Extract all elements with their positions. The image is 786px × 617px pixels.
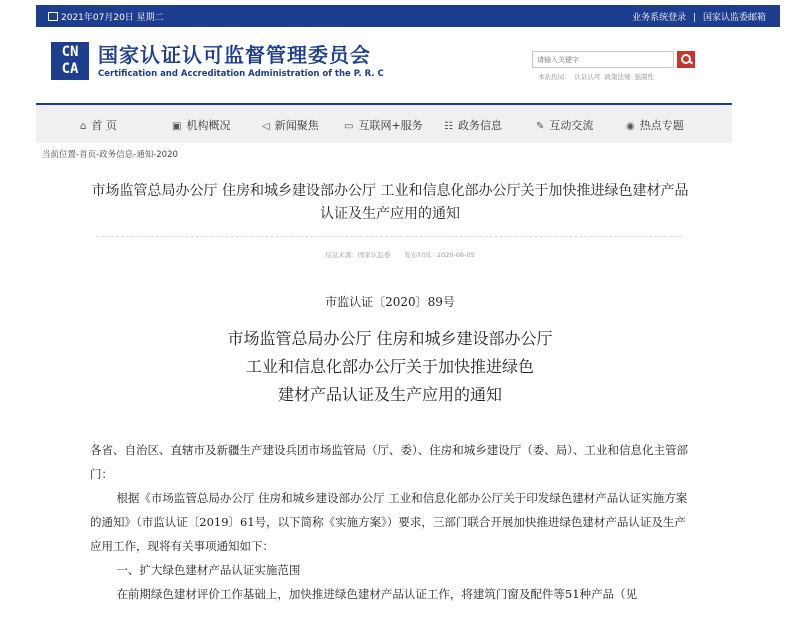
- org-icon: ▣: [172, 121, 182, 132]
- top-link-separator: |: [693, 13, 697, 23]
- site-name-cn: 国家认证认可监督管理委员会: [98, 43, 371, 67]
- title-divider: [96, 236, 682, 237]
- home-icon: ⌂: [80, 121, 87, 132]
- date-text: 2021年07月20日 星期二: [61, 13, 164, 23]
- article-title: 市场监管总局办公厅 住房和城乡建设部办公厅 工业和信息化部办公厅关于加快推进绿色建材产品认证及生产应用的通知: [91, 183, 689, 222]
- hot-words-label: 本站热词：: [538, 73, 571, 81]
- section-heading: 一、扩大绿色建材产品认证实施范围: [116, 563, 301, 577]
- body-paragraph: 在前期绿色建材评价工作基础上，加快推进绿色建材产品认证工作，将建筑门窗及配件等51种产品（见: [116, 587, 638, 601]
- hot-word-link[interactable]: 认证认可: [574, 73, 601, 81]
- info-icon: ☷: [444, 121, 453, 132]
- business-login-link[interactable]: 业务系统登录: [632, 13, 687, 23]
- article-meta: [300, 250, 500, 259]
- nav-item-government-info[interactable]: [444, 117, 502, 133]
- document-title-line: 工业和信息化部办公厅关于加快推进绿色: [245, 357, 534, 376]
- site-header: [36, 27, 780, 103]
- hot-words: [538, 72, 658, 81]
- addressee-paragraph: 各省、自治区、直辖市及新疆生产建设兵团市场监管局（厅、委）、住房和城乡建设厅（委、局）、工业和信息化主管部门：: [90, 443, 688, 481]
- body-paragraph: 根据《市场监管总局办公厅 住房和城乡建设部办公厅 工业和信息化部办公厅关于印发绿色建材产品认证实施方案的通知》（市监认证〔2019〕61号，以下简称《实施方案》）要求，三部门联合开展加快推进绿色建材产品认证及生产应用工作，现将有关事项通知如下：: [90, 491, 688, 553]
- cnca-logo[interactable]: [51, 42, 89, 80]
- mail-link[interactable]: 国家认监委邮箱: [702, 13, 766, 23]
- article-date: 发布时间：2020-08-05: [404, 251, 475, 259]
- document-title-line: 市场监管总局办公厅 住房和城乡建设部办公厅: [227, 329, 553, 348]
- nav-item-news[interactable]: [262, 117, 319, 133]
- site-name-en: Certification and Accreditation Administration of the P. R. C: [98, 69, 384, 79]
- document-number: 市监认证〔2020〕89号: [325, 295, 455, 309]
- main-nav: [36, 103, 732, 143]
- article-body: [90, 438, 690, 606]
- calendar-icon: [48, 12, 58, 21]
- hot-word-link[interactable]: 强制性: [634, 73, 654, 81]
- logo-text-bottom: CA: [61, 61, 79, 77]
- nav-item-organization[interactable]: [172, 117, 230, 133]
- search-icon-handle: [688, 60, 693, 65]
- nav-item-home[interactable]: [80, 117, 117, 133]
- nav-item-label: 首 页: [91, 119, 117, 132]
- nav-item-label: 政务信息: [457, 119, 502, 132]
- search-input[interactable]: [532, 51, 674, 68]
- nav-item-label: 互联网+服务: [358, 119, 423, 132]
- nav-item-label: 互动交流: [549, 119, 594, 132]
- nav-item-interaction[interactable]: [536, 117, 593, 133]
- logo-text-top: CN: [61, 44, 79, 60]
- search-button[interactable]: [677, 51, 695, 68]
- nav-item-label: 机构概况: [186, 119, 231, 132]
- breadcrumb: 当前位置-首页-政务信息-通知-2020: [42, 150, 178, 160]
- top-bar: [36, 5, 780, 27]
- nav-item-label: 热点专题: [639, 119, 684, 132]
- nav-item-label: 新闻聚焦: [274, 119, 319, 132]
- article-source: 信息来源：国家认监委: [325, 251, 391, 259]
- top-links: [628, 10, 766, 23]
- document-title-line: 建材产品认证及生产应用的通知: [277, 385, 502, 404]
- document-title: [150, 325, 630, 409]
- nav-item-internet-services[interactable]: [344, 117, 423, 133]
- hot-word-link[interactable]: 政策法规: [604, 73, 631, 81]
- chat-icon: ◉: [626, 121, 635, 132]
- monitor-icon: ▭: [344, 121, 354, 132]
- nav-item-hot-topics[interactable]: [626, 117, 684, 133]
- edit-icon: ✎: [536, 121, 545, 132]
- date-display: [48, 10, 164, 23]
- megaphone-icon: ◁: [262, 121, 270, 132]
